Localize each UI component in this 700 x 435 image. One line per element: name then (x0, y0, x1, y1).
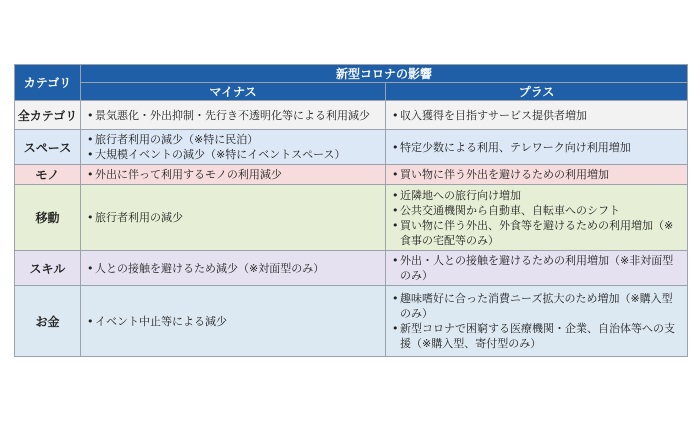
row-skill (15, 251, 688, 286)
plus-item: • 趣味嗜好に合った消費ニーズ拡大のため増加（※購入型のみ） (392, 291, 681, 321)
minus-item: • 外出に伴って利用するモノの利用減少 (87, 167, 379, 182)
plus-cell (386, 251, 688, 286)
plus-item: • 収入獲得を目指すサービス提供者増加 (392, 108, 681, 123)
plus-item: • 公共交通機関から自動車、自転車へのシフト (392, 203, 681, 218)
plus-item: • 特定少数による利用、テレワーク向け利用増加 (392, 140, 681, 155)
plus-cell (386, 101, 688, 130)
header-plus: プラス (386, 83, 688, 101)
plus-item: • 新型コロナで困窮する医療機関・企業、自治体等への支援（※購入型、寄付型のみ） (392, 321, 681, 351)
plus-cell (386, 286, 688, 357)
minus-item: • 旅行者利用の減少 (87, 210, 379, 225)
minus-cell (81, 165, 386, 185)
header-category: カテゴリ (15, 65, 81, 101)
row-money (15, 286, 688, 357)
plus-cell (386, 185, 688, 251)
category-cell: お金 (15, 286, 81, 357)
plus-item: • 外出・人との接触を避けるための利用増加（※非対面型のみ） (392, 253, 681, 283)
minus-cell (81, 251, 386, 286)
impact-table (14, 64, 688, 357)
minus-item: • イベント中止等による減少 (87, 314, 379, 329)
plus-cell (386, 165, 688, 185)
category-cell: モノ (15, 165, 81, 185)
category-cell: 全カテゴリ (15, 101, 81, 130)
row-all-categories (15, 101, 688, 130)
header-impact-group: 新型コロナの影響 (81, 65, 688, 83)
plus-item: • 買い物に伴う外出を避けるための利用増加 (392, 167, 681, 182)
minus-cell (81, 101, 386, 130)
minus-item: • 人との接触を避けるため減少（※対面型のみ） (87, 261, 379, 276)
minus-cell (81, 286, 386, 357)
minus-item: • 景気悪化・外出抑制・先行き不透明化等による利用減少 (87, 108, 379, 123)
minus-cell (81, 185, 386, 251)
minus-item: • 旅行者利用の減少（※特に民泊） (87, 132, 379, 147)
plus-item: • 買い物に伴う外出、外食等を避けるための利用増加（※食事の宅配等のみ） (392, 218, 681, 248)
minus-cell (81, 130, 386, 165)
row-space (15, 130, 688, 165)
plus-item: • 近隣地への旅行向け増加 (392, 188, 681, 203)
row-mobility (15, 185, 688, 251)
category-cell: スキル (15, 251, 81, 286)
category-cell: 移動 (15, 185, 81, 251)
minus-item: • 大規模イベントの減少（※特にイベントスペース） (87, 147, 379, 162)
header-minus: マイナス (81, 83, 386, 101)
plus-cell (386, 130, 688, 165)
category-cell: スペース (15, 130, 81, 165)
row-goods (15, 165, 688, 185)
